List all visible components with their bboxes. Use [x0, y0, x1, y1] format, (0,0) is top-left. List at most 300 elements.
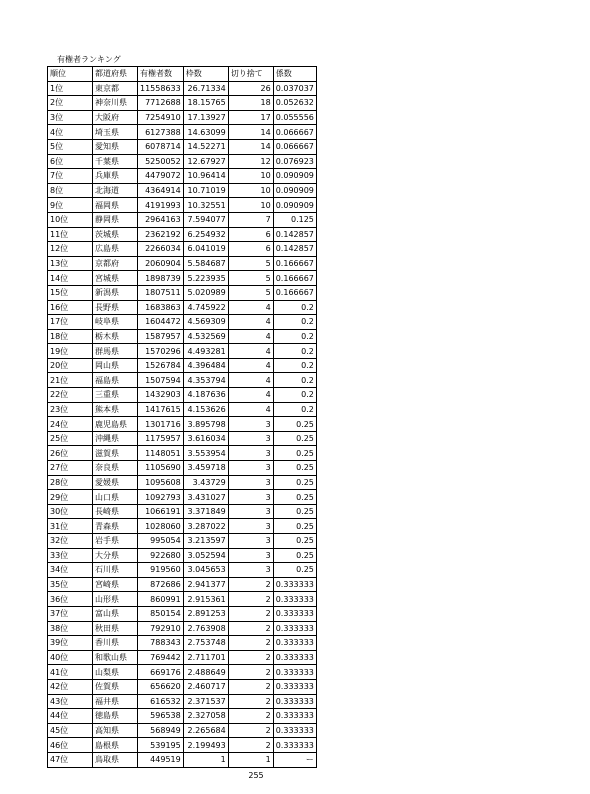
voters-cell: 1092793	[138, 490, 184, 505]
rank-cell: 13位	[48, 256, 93, 271]
table-row	[48, 665, 317, 680]
truncated-cell: 10	[228, 183, 273, 198]
table-row	[48, 110, 317, 125]
truncated-cell: 3	[228, 563, 273, 578]
rank-cell: 32位	[48, 534, 93, 549]
rank-cell: 47位	[48, 752, 93, 767]
table-row	[48, 519, 317, 534]
coefficient-cell: 0.2	[273, 329, 316, 344]
prefecture-cell: 北海道	[93, 183, 138, 198]
rank-cell: 24位	[48, 417, 93, 432]
voters-cell: 4364914	[138, 183, 184, 198]
voters-cell: 1526784	[138, 358, 184, 373]
prefecture-cell: 富山県	[93, 606, 138, 621]
seats-cell: 26.71334	[183, 81, 228, 96]
coefficient-cell: 0.2	[273, 358, 316, 373]
table-row	[48, 198, 317, 213]
seats-cell: 2.327058	[183, 709, 228, 724]
table-row	[48, 679, 317, 694]
table-row	[48, 96, 317, 111]
rank-cell: 45位	[48, 723, 93, 738]
truncated-cell: 5	[228, 285, 273, 300]
table-row	[48, 315, 317, 330]
rank-cell: 8位	[48, 183, 93, 198]
table-row	[48, 577, 317, 592]
voters-cell: 860991	[138, 592, 184, 607]
truncated-cell: 4	[228, 402, 273, 417]
seats-cell: 3.459718	[183, 461, 228, 476]
coefficient-cell: 0.333333	[273, 592, 316, 607]
table-row	[48, 81, 317, 96]
coefficient-cell: 0.333333	[273, 723, 316, 738]
coefficient-cell: 0.25	[273, 461, 316, 476]
truncated-cell: 6	[228, 242, 273, 257]
header-seats: 枠数	[183, 67, 228, 82]
prefecture-cell: 山梨県	[93, 665, 138, 680]
seats-cell: 3.553954	[183, 446, 228, 461]
coefficient-cell: 0.090909	[273, 169, 316, 184]
prefecture-cell: 岩手県	[93, 534, 138, 549]
truncated-cell: 4	[228, 344, 273, 359]
table-row	[48, 563, 317, 578]
voters-cell: 1148051	[138, 446, 184, 461]
rank-cell: 42位	[48, 679, 93, 694]
truncated-cell: 3	[228, 417, 273, 432]
coefficient-cell: 0.2	[273, 402, 316, 417]
table-row	[48, 329, 317, 344]
coefficient-cell: 0.333333	[273, 577, 316, 592]
voters-cell: 2266034	[138, 242, 184, 257]
rank-cell: 39位	[48, 636, 93, 651]
voters-cell: 1066191	[138, 504, 184, 519]
ranking-table	[47, 66, 317, 768]
coefficient-cell: 0.25	[273, 490, 316, 505]
voters-cell: 995054	[138, 534, 184, 549]
coefficient-cell: 0.166667	[273, 285, 316, 300]
voters-cell: 922680	[138, 548, 184, 563]
truncated-cell: 2	[228, 592, 273, 607]
coefficient-cell: 0.25	[273, 431, 316, 446]
seats-cell: 4.569309	[183, 315, 228, 330]
seats-cell: 4.745922	[183, 300, 228, 315]
rank-cell: 6位	[48, 154, 93, 169]
voters-cell: 669176	[138, 665, 184, 680]
truncated-cell: 3	[228, 461, 273, 476]
table-row	[48, 709, 317, 724]
coefficient-cell: 0.142857	[273, 227, 316, 242]
coefficient-cell: 0.333333	[273, 665, 316, 680]
voters-cell: 1683863	[138, 300, 184, 315]
coefficient-cell: 0.055556	[273, 110, 316, 125]
seats-cell: 3.371849	[183, 504, 228, 519]
rank-cell: 4位	[48, 125, 93, 140]
prefecture-cell: 宮崎県	[93, 577, 138, 592]
truncated-cell: 3	[228, 548, 273, 563]
table-row	[48, 738, 317, 753]
truncated-cell: 3	[228, 431, 273, 446]
header-row	[48, 67, 317, 82]
coefficient-cell: 0.333333	[273, 694, 316, 709]
prefecture-cell: 愛知県	[93, 139, 138, 154]
prefecture-cell: 大分県	[93, 548, 138, 563]
truncated-cell: 4	[228, 300, 273, 315]
table-row	[48, 285, 317, 300]
voters-cell: 872686	[138, 577, 184, 592]
prefecture-cell: 佐賀県	[93, 679, 138, 694]
coefficient-cell: 0.25	[273, 446, 316, 461]
seats-cell: 2.915361	[183, 592, 228, 607]
voters-cell: 1807511	[138, 285, 184, 300]
coefficient-cell: 0.125	[273, 212, 316, 227]
truncated-cell: 2	[228, 636, 273, 651]
truncated-cell: 2	[228, 709, 273, 724]
voters-cell: 2964163	[138, 212, 184, 227]
prefecture-cell: 石川県	[93, 563, 138, 578]
prefecture-cell: 和歌山県	[93, 650, 138, 665]
prefecture-cell: 沖縄県	[93, 431, 138, 446]
truncated-cell: 4	[228, 358, 273, 373]
voters-cell: 539195	[138, 738, 184, 753]
seats-cell: 7.594077	[183, 212, 228, 227]
prefecture-cell: 徳島県	[93, 709, 138, 724]
voters-cell: 7712688	[138, 96, 184, 111]
seats-cell: 4.493281	[183, 344, 228, 359]
table-row	[48, 650, 317, 665]
voters-cell: 2362192	[138, 227, 184, 242]
voters-cell: 850154	[138, 606, 184, 621]
voters-cell: 1095608	[138, 475, 184, 490]
truncated-cell: 4	[228, 329, 273, 344]
truncated-cell: 5	[228, 256, 273, 271]
truncated-cell: 2	[228, 577, 273, 592]
table-header	[48, 67, 317, 82]
coefficient-cell: ー	[273, 752, 316, 767]
rank-cell: 2位	[48, 96, 93, 111]
rank-cell: 30位	[48, 504, 93, 519]
seats-cell: 10.96414	[183, 169, 228, 184]
prefecture-cell: 千葉県	[93, 154, 138, 169]
table-body	[48, 81, 317, 767]
prefecture-cell: 大阪府	[93, 110, 138, 125]
rank-cell: 35位	[48, 577, 93, 592]
table-row	[48, 636, 317, 651]
voters-cell: 4191993	[138, 198, 184, 213]
table-row	[48, 402, 317, 417]
voters-cell: 5250052	[138, 154, 184, 169]
prefecture-cell: 岐阜県	[93, 315, 138, 330]
seats-cell: 6.254932	[183, 227, 228, 242]
seats-cell: 2.199493	[183, 738, 228, 753]
voters-cell: 1105690	[138, 461, 184, 476]
seats-cell: 14.63099	[183, 125, 228, 140]
prefecture-cell: 香川県	[93, 636, 138, 651]
seats-cell: 5.584687	[183, 256, 228, 271]
seats-cell: 3.045653	[183, 563, 228, 578]
coefficient-cell: 0.25	[273, 417, 316, 432]
truncated-cell: 2	[228, 723, 273, 738]
truncated-cell: 2	[228, 606, 273, 621]
prefecture-cell: 秋田県	[93, 621, 138, 636]
prefecture-cell: 三重県	[93, 388, 138, 403]
truncated-cell: 4	[228, 373, 273, 388]
prefecture-cell: 島根県	[93, 738, 138, 753]
rank-cell: 31位	[48, 519, 93, 534]
voters-cell: 7254910	[138, 110, 184, 125]
table-row	[48, 358, 317, 373]
coefficient-cell: 0.333333	[273, 709, 316, 724]
coefficient-cell: 0.166667	[273, 271, 316, 286]
seats-cell: 2.488649	[183, 665, 228, 680]
seats-cell: 3.287022	[183, 519, 228, 534]
table-row	[48, 490, 317, 505]
table-row	[48, 621, 317, 636]
truncated-cell: 3	[228, 534, 273, 549]
rank-cell: 14位	[48, 271, 93, 286]
coefficient-cell: 0.2	[273, 388, 316, 403]
truncated-cell: 3	[228, 475, 273, 490]
seats-cell: 4.396484	[183, 358, 228, 373]
voters-cell: 1417615	[138, 402, 184, 417]
table-row	[48, 183, 317, 198]
seats-cell: 10.71019	[183, 183, 228, 198]
seats-cell: 12.67927	[183, 154, 228, 169]
prefecture-cell: 高知県	[93, 723, 138, 738]
coefficient-cell: 0.25	[273, 519, 316, 534]
table-row	[48, 271, 317, 286]
table-row	[48, 256, 317, 271]
rank-cell: 34位	[48, 563, 93, 578]
rank-cell: 37位	[48, 606, 93, 621]
truncated-cell: 2	[228, 694, 273, 709]
coefficient-cell: 0.25	[273, 563, 316, 578]
truncated-cell: 14	[228, 125, 273, 140]
table-row	[48, 431, 317, 446]
rank-cell: 15位	[48, 285, 93, 300]
prefecture-cell: 宮城県	[93, 271, 138, 286]
table-row	[48, 417, 317, 432]
voters-cell: 2060904	[138, 256, 184, 271]
seats-cell: 17.13927	[183, 110, 228, 125]
rank-cell: 10位	[48, 212, 93, 227]
rank-cell: 20位	[48, 358, 93, 373]
prefecture-cell: 鳥取県	[93, 752, 138, 767]
table-row	[48, 242, 317, 257]
rank-cell: 41位	[48, 665, 93, 680]
prefecture-cell: 山形県	[93, 592, 138, 607]
table-row	[48, 344, 317, 359]
table-row	[48, 227, 317, 242]
voters-cell: 1175957	[138, 431, 184, 446]
voters-cell: 568949	[138, 723, 184, 738]
prefecture-cell: 茨城県	[93, 227, 138, 242]
seats-cell: 18.15765	[183, 96, 228, 111]
voters-cell: 4479072	[138, 169, 184, 184]
coefficient-cell: 0.052632	[273, 96, 316, 111]
header-rank: 順位	[48, 67, 93, 82]
prefecture-cell: 新潟県	[93, 285, 138, 300]
prefecture-cell: 長崎県	[93, 504, 138, 519]
rank-cell: 43位	[48, 694, 93, 709]
rank-cell: 7位	[48, 169, 93, 184]
voters-cell: 1570296	[138, 344, 184, 359]
voters-cell: 449519	[138, 752, 184, 767]
seats-cell: 1	[183, 752, 228, 767]
table-row	[48, 461, 317, 476]
table-row	[48, 548, 317, 563]
coefficient-cell: 0.142857	[273, 242, 316, 257]
voters-cell: 1301716	[138, 417, 184, 432]
voters-cell: 11558633	[138, 81, 184, 96]
table-row	[48, 139, 317, 154]
seats-cell: 10.32551	[183, 198, 228, 213]
prefecture-cell: 京都府	[93, 256, 138, 271]
page-number: 255	[248, 771, 264, 780]
coefficient-cell: 0.2	[273, 373, 316, 388]
prefecture-cell: 熊本県	[93, 402, 138, 417]
rank-cell: 46位	[48, 738, 93, 753]
rank-cell: 36位	[48, 592, 93, 607]
coefficient-cell: 0.333333	[273, 621, 316, 636]
rank-cell: 44位	[48, 709, 93, 724]
table-row	[48, 752, 317, 767]
table-row	[48, 373, 317, 388]
prefecture-cell: 埼玉県	[93, 125, 138, 140]
prefecture-cell: 長野県	[93, 300, 138, 315]
truncated-cell: 2	[228, 665, 273, 680]
voters-cell: 6078714	[138, 139, 184, 154]
header-coefficient: 係数	[273, 67, 316, 82]
voters-cell: 769442	[138, 650, 184, 665]
seats-cell: 5.223935	[183, 271, 228, 286]
coefficient-cell: 0.2	[273, 344, 316, 359]
coefficient-cell: 0.333333	[273, 636, 316, 651]
seats-cell: 2.753748	[183, 636, 228, 651]
table-row	[48, 475, 317, 490]
prefecture-cell: 福島県	[93, 373, 138, 388]
voters-cell: 1507594	[138, 373, 184, 388]
rank-cell: 26位	[48, 446, 93, 461]
seats-cell: 2.460717	[183, 679, 228, 694]
truncated-cell: 2	[228, 650, 273, 665]
truncated-cell: 3	[228, 519, 273, 534]
prefecture-cell: 兵庫県	[93, 169, 138, 184]
rank-cell: 3位	[48, 110, 93, 125]
rank-cell: 1位	[48, 81, 93, 96]
prefecture-cell: 神奈川県	[93, 96, 138, 111]
seats-cell: 3.43729	[183, 475, 228, 490]
voters-cell: 919560	[138, 563, 184, 578]
prefecture-cell: 愛媛県	[93, 475, 138, 490]
seats-cell: 3.213597	[183, 534, 228, 549]
voters-cell: 788343	[138, 636, 184, 651]
prefecture-cell: 滋賀県	[93, 446, 138, 461]
rank-cell: 21位	[48, 373, 93, 388]
rank-cell: 38位	[48, 621, 93, 636]
rank-cell: 33位	[48, 548, 93, 563]
table-row	[48, 388, 317, 403]
prefecture-cell: 奈良県	[93, 461, 138, 476]
seats-cell: 3.052594	[183, 548, 228, 563]
seats-cell: 14.52271	[183, 139, 228, 154]
table-row	[48, 592, 317, 607]
prefecture-cell: 福井県	[93, 694, 138, 709]
header-voters: 有権者数	[138, 67, 184, 82]
rank-cell: 27位	[48, 461, 93, 476]
truncated-cell: 10	[228, 198, 273, 213]
table-row	[48, 534, 317, 549]
rank-cell: 23位	[48, 402, 93, 417]
truncated-cell: 1	[228, 752, 273, 767]
table-row	[48, 154, 317, 169]
table-row	[48, 212, 317, 227]
table-title: 有権者ランキング	[57, 55, 121, 64]
rank-cell: 12位	[48, 242, 93, 257]
truncated-cell: 7	[228, 212, 273, 227]
prefecture-cell: 東京都	[93, 81, 138, 96]
table-row	[48, 125, 317, 140]
prefecture-cell: 福岡県	[93, 198, 138, 213]
truncated-cell: 2	[228, 738, 273, 753]
voters-cell: 1028060	[138, 519, 184, 534]
prefecture-cell: 栃木県	[93, 329, 138, 344]
table-row	[48, 606, 317, 621]
coefficient-cell: 0.2	[273, 315, 316, 330]
coefficient-cell: 0.333333	[273, 650, 316, 665]
truncated-cell: 4	[228, 315, 273, 330]
table-row	[48, 300, 317, 315]
truncated-cell: 10	[228, 169, 273, 184]
coefficient-cell: 0.25	[273, 504, 316, 519]
voters-cell: 596538	[138, 709, 184, 724]
truncated-cell: 6	[228, 227, 273, 242]
truncated-cell: 17	[228, 110, 273, 125]
prefecture-cell: 岡山県	[93, 358, 138, 373]
seats-cell: 6.041019	[183, 242, 228, 257]
rank-cell: 16位	[48, 300, 93, 315]
coefficient-cell: 0.166667	[273, 256, 316, 271]
coefficient-cell: 0.333333	[273, 679, 316, 694]
truncated-cell: 18	[228, 96, 273, 111]
seats-cell: 4.353794	[183, 373, 228, 388]
seats-cell: 2.941377	[183, 577, 228, 592]
table-row	[48, 504, 317, 519]
rank-cell: 5位	[48, 139, 93, 154]
table-row	[48, 694, 317, 709]
rank-cell: 11位	[48, 227, 93, 242]
voters-cell: 1432903	[138, 388, 184, 403]
truncated-cell: 4	[228, 388, 273, 403]
seats-cell: 2.891253	[183, 606, 228, 621]
coefficient-cell: 0.090909	[273, 183, 316, 198]
voters-cell: 1898739	[138, 271, 184, 286]
prefecture-cell: 鹿児島県	[93, 417, 138, 432]
seats-cell: 4.532569	[183, 329, 228, 344]
truncated-cell: 26	[228, 81, 273, 96]
prefecture-cell: 静岡県	[93, 212, 138, 227]
prefecture-cell: 山口県	[93, 490, 138, 505]
table-row	[48, 723, 317, 738]
seats-cell: 4.153626	[183, 402, 228, 417]
rank-cell: 40位	[48, 650, 93, 665]
voters-cell: 616532	[138, 694, 184, 709]
rank-cell: 29位	[48, 490, 93, 505]
voters-cell: 656620	[138, 679, 184, 694]
seats-cell: 3.431027	[183, 490, 228, 505]
voters-cell: 1587957	[138, 329, 184, 344]
coefficient-cell: 0.25	[273, 475, 316, 490]
seats-cell: 2.763908	[183, 621, 228, 636]
truncated-cell: 2	[228, 621, 273, 636]
